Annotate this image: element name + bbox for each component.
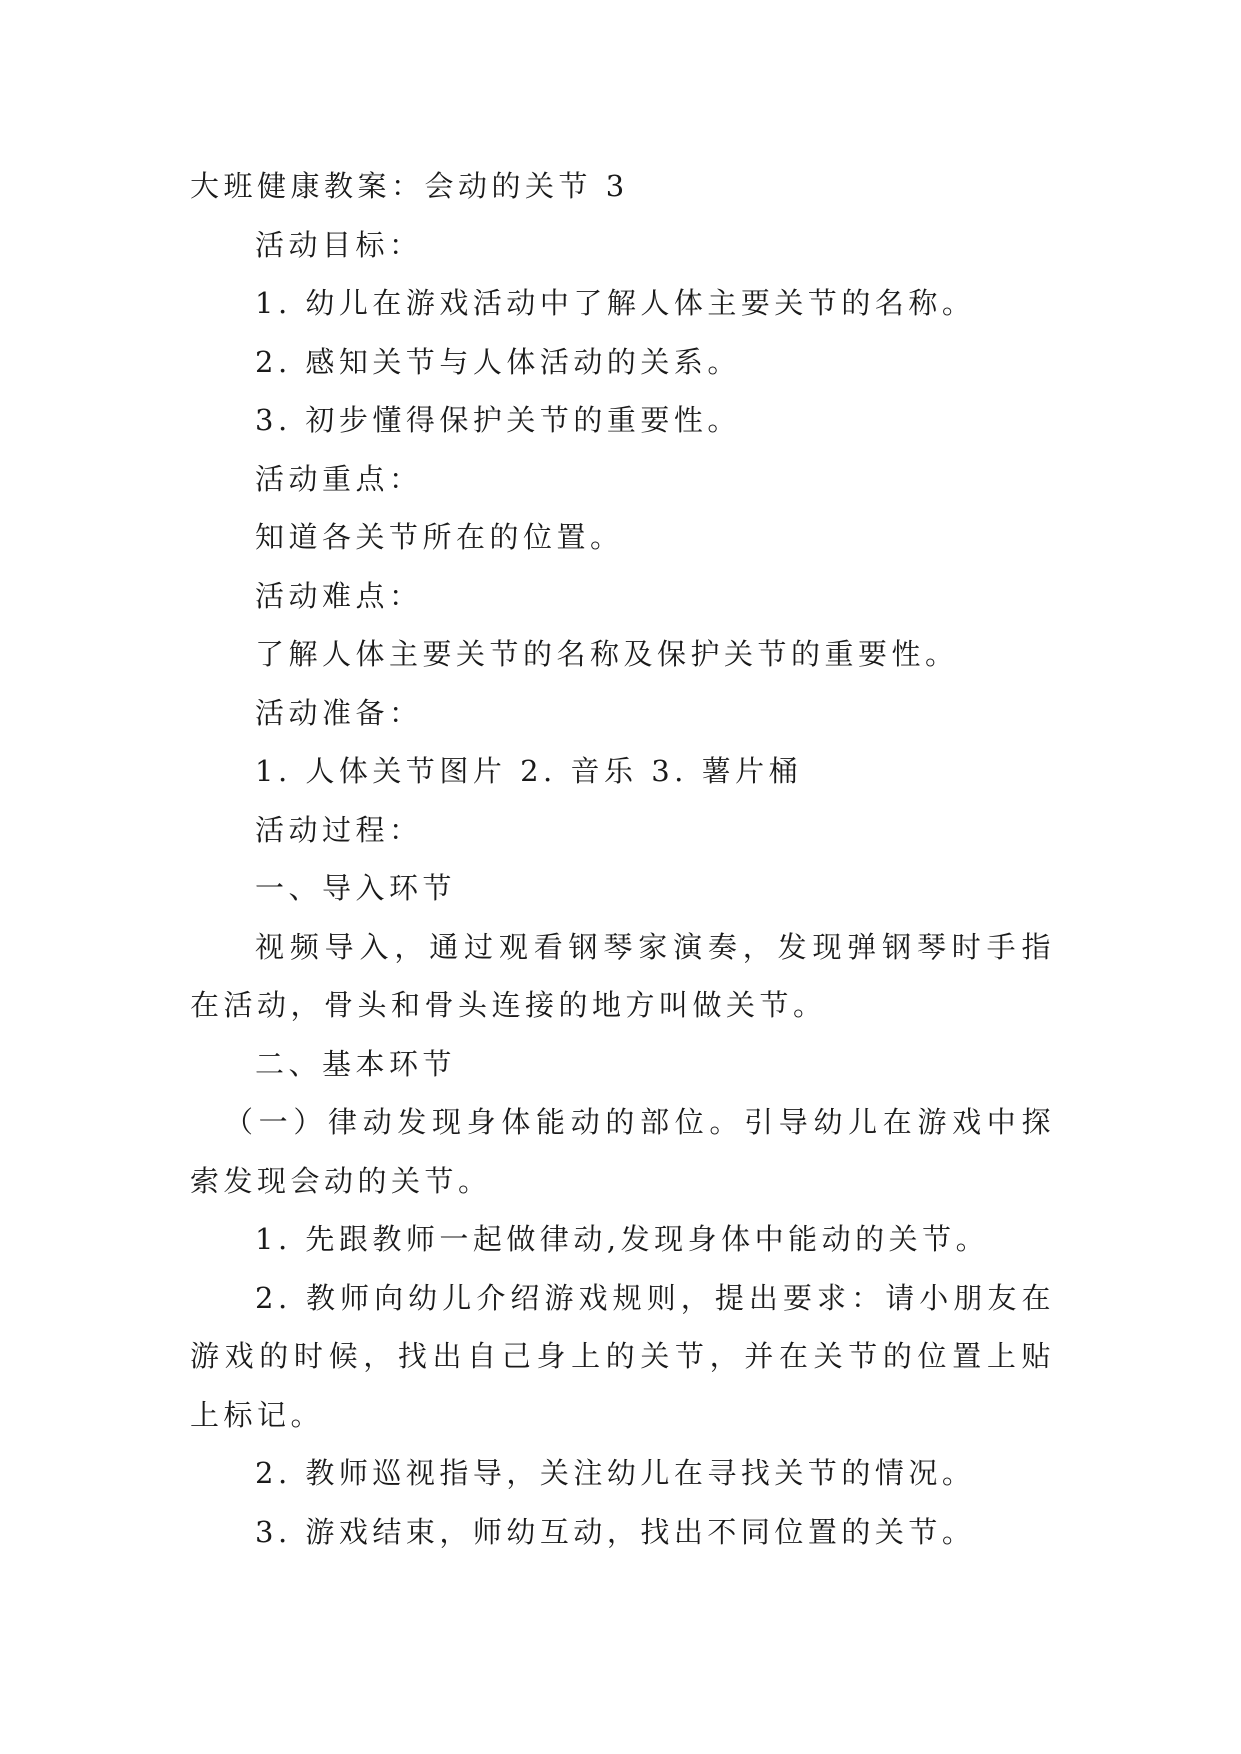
difficulty-text: 了解人体主要关节的名称及保护关节的重要性。 (255, 637, 959, 671)
goals-heading: 活动目标： (255, 227, 423, 262)
section2-subheading: （一）律动发现身体能动的部位。引导幼儿在游戏中探索发现会动的关节。 (190, 1105, 1055, 1198)
step-item: 2. 教师巡视指导，关注幼儿在寻找关节的情况。 (255, 1456, 976, 1490)
difficulty-heading: 活动难点： (255, 578, 423, 613)
section2-heading: 二、基本环节 (255, 1046, 457, 1081)
goal-item: 1. 幼儿在游戏活动中了解人体主要关节的名称。 (255, 286, 976, 320)
step-item: 3. 游戏结束，师幼互动，找出不同位置的关节。 (255, 1514, 976, 1549)
section1-heading: 一、导入环节 (255, 871, 457, 905)
document-body (190, 157, 1055, 1561)
prep-heading: 活动准备： (255, 695, 423, 730)
section1-text: 视频导入，通过观看钢琴家演奏，发现弹钢琴时手指在活动，骨头和骨头连接的地方叫做关节。 (190, 929, 1055, 1022)
document-title: 大班健康教案：会动的关节 3 (190, 169, 629, 203)
step-item: 2. 教师向幼儿介绍游戏规则，提出要求：请小朋友在游戏的时候，找出自己身上的关节，并在关节的位置上贴上标记。 (190, 1280, 1055, 1432)
prep-text: 1. 人体关节图片 2. 音乐 3. 薯片桶 (255, 754, 803, 788)
key-heading: 活动重点： (255, 461, 423, 496)
step-item: 1. 先跟教师一起做律动,发现身体中能动的关节。 (255, 1222, 990, 1256)
goal-item: 3. 初步懂得保护关节的重要性。 (255, 403, 741, 437)
goal-item: 2. 感知关节与人体活动的关系。 (255, 344, 741, 379)
process-heading: 活动过程： (255, 812, 423, 847)
key-text: 知道各关节所在的位置。 (255, 520, 624, 554)
